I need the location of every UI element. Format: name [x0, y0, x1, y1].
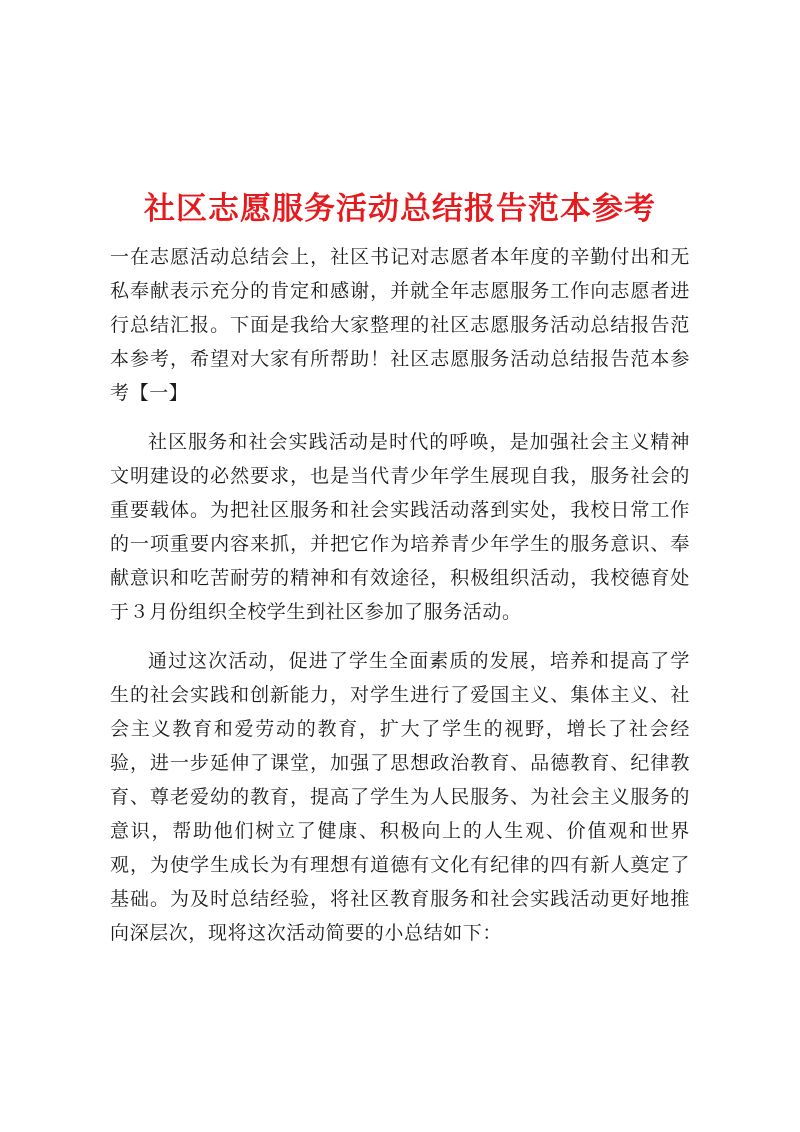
intro-paragraph: 一在志愿活动总结会上，社区书记对志愿者本年度的辛勤付出和无私奉献表示充分的肯定和感谢，并就全年志愿服务工作向志愿者进行总结汇报。下面是我给大家整理的社区志愿服务活动总结报告范本参考，希望对大家有所帮助！社区志愿服务活动总结报告范本参考【一】	[110, 246, 690, 404]
body-paragraph-1: 社区服务和社会实践活动是时代的呼唤，是加强社会主义精神文明建设的必然要求，也是当代青少年学生展现自我，服务社会的重要载体。为把社区服务和社会实践活动落到实处，我校日常工作的一项重要内容来抓，并把它作为培养青少年学生的服务意识、奉献意识和吃苦耐劳的精神和有效途径，积极组织活动，我校德育处于３月份组织全校学生到社区参加了服务活动。	[110, 431, 690, 623]
document-title: 社区志愿服务活动总结报告范本参考	[144, 190, 656, 227]
body-paragraph-2: 通过这次活动，促进了学生全面素质的发展，培养和提高了学生的社会实践和创新能力，对学生进行了爱国主义、集体主义、社会主义教育和爱劳动的教育，扩大了学生的视野，增长了社会经验，进一步延伸了课堂，加强了思想政治教育、品德教育、纪律教育、尊老爱幼的教育，提高了学生为人民服务、为社会主义服务的意识，帮助他们树立了健康、积极向上的人生观、价值观和世界观，为使学生成长为有理想有道德有文化有纪律的四有新人奠定了基础。为及时总结经验，将社区教育服务和社会实践活动更好地推向深层次，现将这次活动简要的小总结如下：	[110, 650, 690, 944]
document-body	[110, 240, 690, 950]
